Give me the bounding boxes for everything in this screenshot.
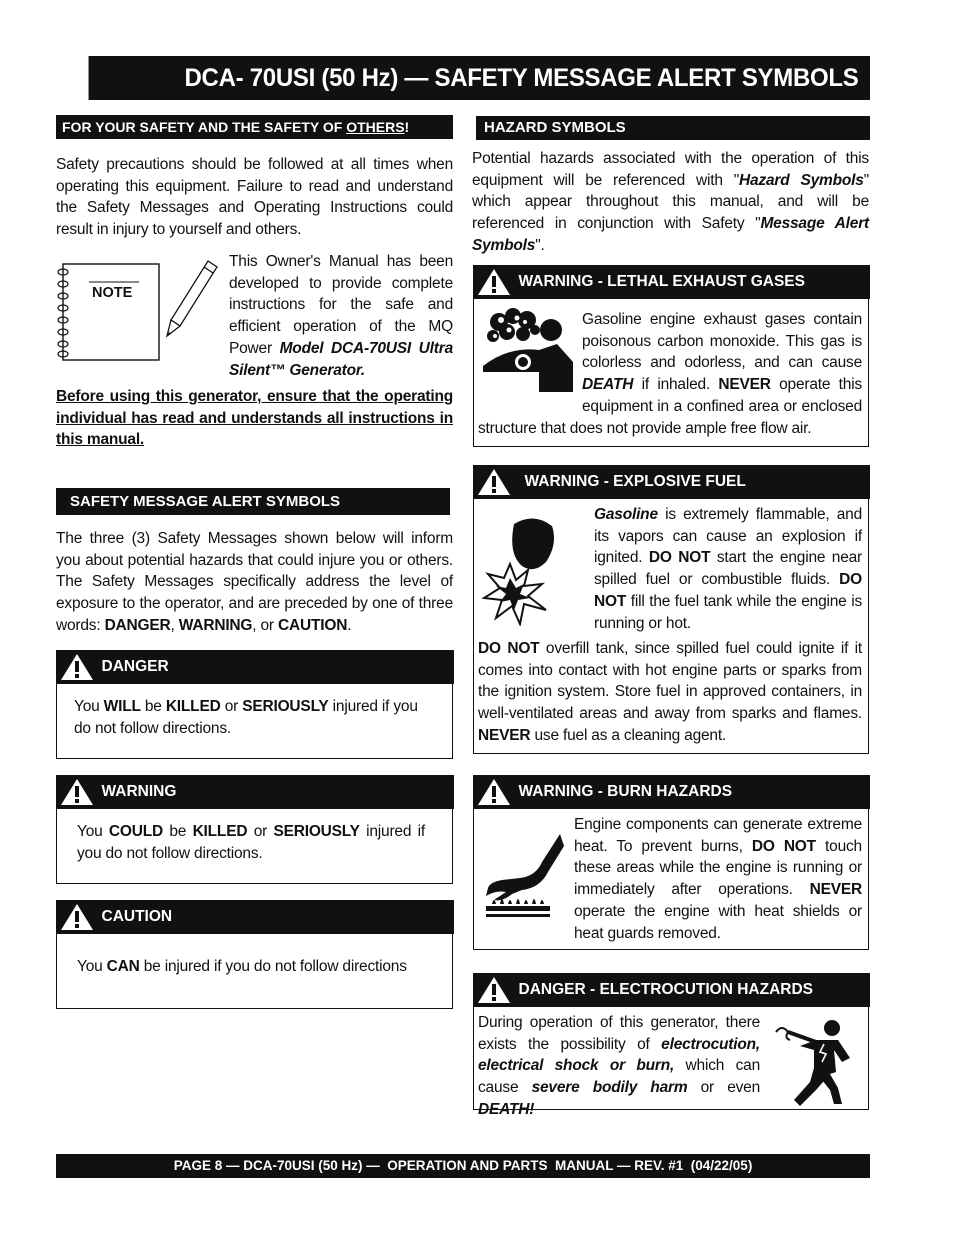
hazard-symbols-header: HAZARD SYMBOLS bbox=[476, 116, 870, 140]
electrocution-text: During operation of this generator, there exists the possibility of electrocution, electrical shock or burn, which can cause severe bodily harm or even DEATH! bbox=[478, 1014, 761, 1118]
hazard-paragraph: Potential hazards associated with the operation of this equipment will be referenced with "Hazard Symbols" which appear throughout this manual, and will be referenced in conjunction with Safety "Message Alert Symbols". bbox=[472, 150, 869, 254]
electrocution-danger-box bbox=[473, 973, 869, 1118]
electrocution-header bbox=[473, 973, 870, 1007]
alert-triangle-icon bbox=[477, 468, 511, 496]
safety-paragraph: Safety precautions should be followed at all times when operating this equipment. Failure to read and understand the Safety Messages and Operating Instructions could result in injury to yourself and others. bbox=[56, 156, 453, 239]
note-label: NOTE bbox=[92, 285, 133, 301]
exhaust-text: Gasoline engine exhaust gases contain poisonous carbon monoxide. This gas is colorless and odorless, and can cause DEATH if inhaled. NEVER operate this equipment in a confined area or enclosed structure that does not provide ample free flow air. bbox=[478, 311, 862, 437]
exhaust-header bbox=[473, 265, 870, 299]
electrocution-person-icon bbox=[772, 1018, 864, 1108]
burn-warning-box bbox=[473, 775, 869, 950]
caution-text: You CAN be injured if you do not follow directions bbox=[77, 958, 407, 975]
caution-box bbox=[56, 900, 453, 1009]
manual-paragraph: This Owner's Manual has been developed to provide complete instructions for the safe and efficient operation of the MQ Power Model DCA-70USI Ultra Silent™ Generator. bbox=[229, 253, 453, 379]
note-notebook-icon bbox=[55, 260, 161, 362]
alert-triangle-icon bbox=[477, 976, 511, 1004]
exhaust-warning-box bbox=[473, 265, 869, 447]
burn-text: Engine components can generate extreme heat. To prevent burns, DO NOT touch these areas while the engine is running or immediately after operations. NEVER operate the engine with heat shields or heat guards removed. bbox=[574, 816, 862, 942]
warning-title: WARNING bbox=[101, 782, 177, 800]
warning-box bbox=[56, 775, 453, 884]
electrocution-title: DANGER - ELECTROCUTION HAZARDS bbox=[518, 980, 813, 998]
fuel-header bbox=[473, 465, 870, 499]
page-footer: PAGE 8 — DCA-70USI (50 Hz) — OPERATION AND PARTS MANUAL — REV. #1 (04/22/05) bbox=[56, 1154, 870, 1178]
alert-triangle-icon bbox=[60, 778, 94, 806]
alert-triangle-icon bbox=[60, 903, 94, 931]
caution-header bbox=[56, 900, 454, 934]
caution-title: CAUTION bbox=[101, 907, 173, 925]
warning-header bbox=[56, 775, 454, 809]
safety-header: FOR YOUR SAFETY AND THE SAFETY OF OTHERS! bbox=[56, 115, 453, 139]
danger-header bbox=[56, 650, 454, 684]
before-use-paragraph: Before using this generator, ensure that the operating individual has read and understands all instructions in this manual. bbox=[56, 388, 453, 449]
page-title: DCA- 70USI (50 Hz) — SAFETY MESSAGE ALERT SYMBOLS bbox=[89, 56, 870, 100]
burn-header bbox=[473, 775, 870, 809]
fuel-text-top: Gasoline is extremely flammable, and its vapors can cause an explosion if ignited. DO NOT start the engine near spilled fuel or combustible fluids. DO NOT fill the fuel tank while the engine is running or hot. bbox=[594, 506, 862, 632]
warning-text: You COULD be KILLED or SERIOUSLY injured if you do not follow directions. bbox=[77, 823, 425, 862]
fuel-warning-box bbox=[473, 465, 869, 754]
safety-message-alert-header: SAFETY MESSAGE ALERT SYMBOLS bbox=[56, 488, 450, 515]
alert-triangle-icon bbox=[477, 778, 511, 806]
safety-message-paragraph: The three (3) Safety Messages shown below will inform you about potential hazards that could injure you or others. The Safety Messages specifically address the level of exposure to the operator, and are preceded by one of three words: DANGER, WARNING, or CAUTION. bbox=[56, 530, 453, 634]
alert-triangle-icon bbox=[477, 268, 511, 296]
danger-title: DANGER bbox=[101, 657, 169, 675]
fuel-title: WARNING - EXPLOSIVE FUEL bbox=[524, 472, 746, 490]
danger-text: You WILL be KILLED or SERIOUSLY injured if you do not follow directions. bbox=[74, 698, 418, 737]
fuel-text-bottom: DO NOT overfill tank, since spilled fuel could ignite if it comes into contact with hot engine parts or sparks from the ignition system. Store fuel in approved containers, in well-ventilated areas and away from sparks and flames. NEVER use fuel as a cleaning agent. bbox=[478, 640, 863, 744]
exhaust-title: WARNING - LETHAL EXHAUST GASES bbox=[518, 272, 805, 290]
pencil-icon bbox=[160, 258, 222, 338]
explosion-icon bbox=[482, 514, 560, 626]
hot-surface-hand-icon bbox=[482, 832, 566, 922]
danger-box bbox=[56, 650, 453, 759]
alert-triangle-icon bbox=[60, 653, 94, 681]
burn-title: WARNING - BURN HAZARDS bbox=[518, 782, 733, 800]
